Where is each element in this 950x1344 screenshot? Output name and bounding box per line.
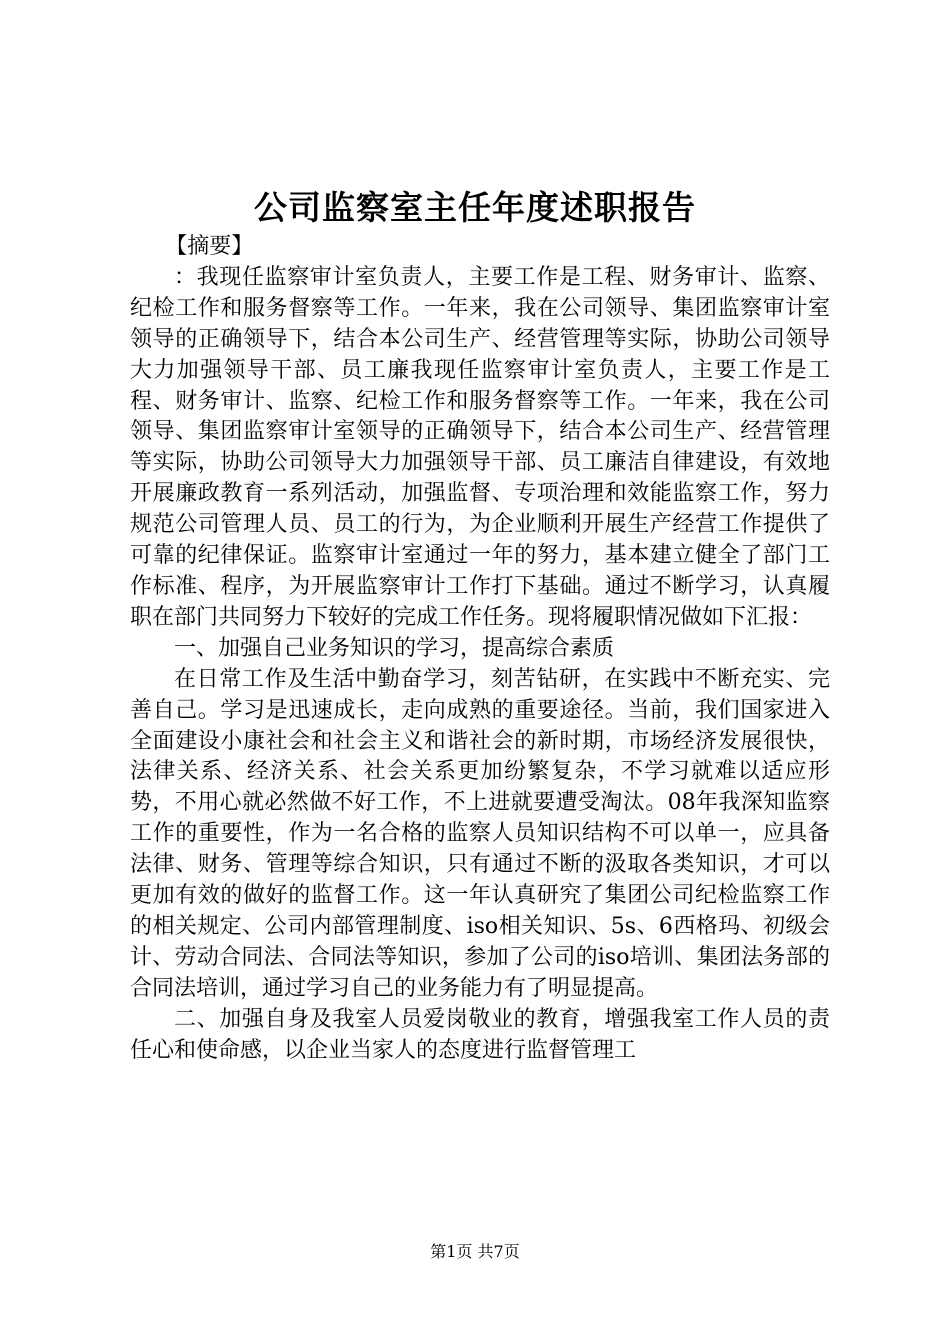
section-heading-2: 二、加强自身及我室人员爱岗敬业的教育，增强我室工作人员的责任心和使命感，以企业当家人的态度进行监督管理工: [130, 1006, 830, 1063]
document-body: [130, 232, 830, 1066]
document-title: 公司监察室主任年度述职报告: [254, 188, 696, 227]
paragraph-abstract: ：我现任监察审计室负责人，主要工作是工程、财务审计、监察、纪检工作和服务督察等工作。一年来，我在公司领导、集团监察审计室领导的正确领导下，结合本公司生产、经营管理等实际，协助公司领导大力加强领导干部、员工廉我现任监察审计室负责人，主要工作是工程、财务审计、监察、纪检工作和服务督察等工作。一年来，我在公司领导、集团监察审计室领导的正确领导下，结合本公司生产、经营管理等实际，协助公司领导大力加强领导干部、员工廉洁自律建设，有效地开展廉政教育一系列活动，加强监督、专项治理和效能监察工作，努力规范公司管理人员、员工的行为，为企业顺利开展生产经营工作提供了可靠的纪律保证。监察审计室通过一年的努力，基本建立健全了部门工作标准、程序，为开展监察审计工作打下基础。通过不断学习，认真履职在部门共同努力下较好的完成工作任务。现将履职情况做如下汇报：: [130, 264, 830, 630]
section-heading-1: 一、加强自己业务知识的学习，提高综合素质: [174, 635, 615, 661]
abstract-label: 【摘要】: [165, 234, 254, 259]
page-footer: 第1页 共7页: [430, 1242, 520, 1261]
paragraph-section-1: 在日常工作及生活中勤奋学习，刻苦钻研，在实践中不断充实、完善自己。学习是迅速成长，走向成熟的重要途径。当前，我们国家进入全面建设小康社会和社会主义和谐社会的新时期，市场经济发展很快，法律关系、经济关系、社会关系更加纷繁复杂，不学习就难以适应形势，不用心就必然做不好工作，不上进就要遭受淘汰。08年我深知监察工作的重要性，作为一名合格的监察人员知识结构不可以单一，应具备法律、财务、管理等综合知识，只有通过不断的汲取各类知识，才可以更加有效的做好的监督工作。这一年认真研究了集团公司纪检监察工作的相关规定、公司内部管理制度、iso相关知识、5s、6西格玛、初级会计、劳动合同法、合同法等知识，参加了公司的iso培训、集团法务部的合同法培训，通过学习自己的业务能力有了明显提高。: [130, 666, 830, 1001]
